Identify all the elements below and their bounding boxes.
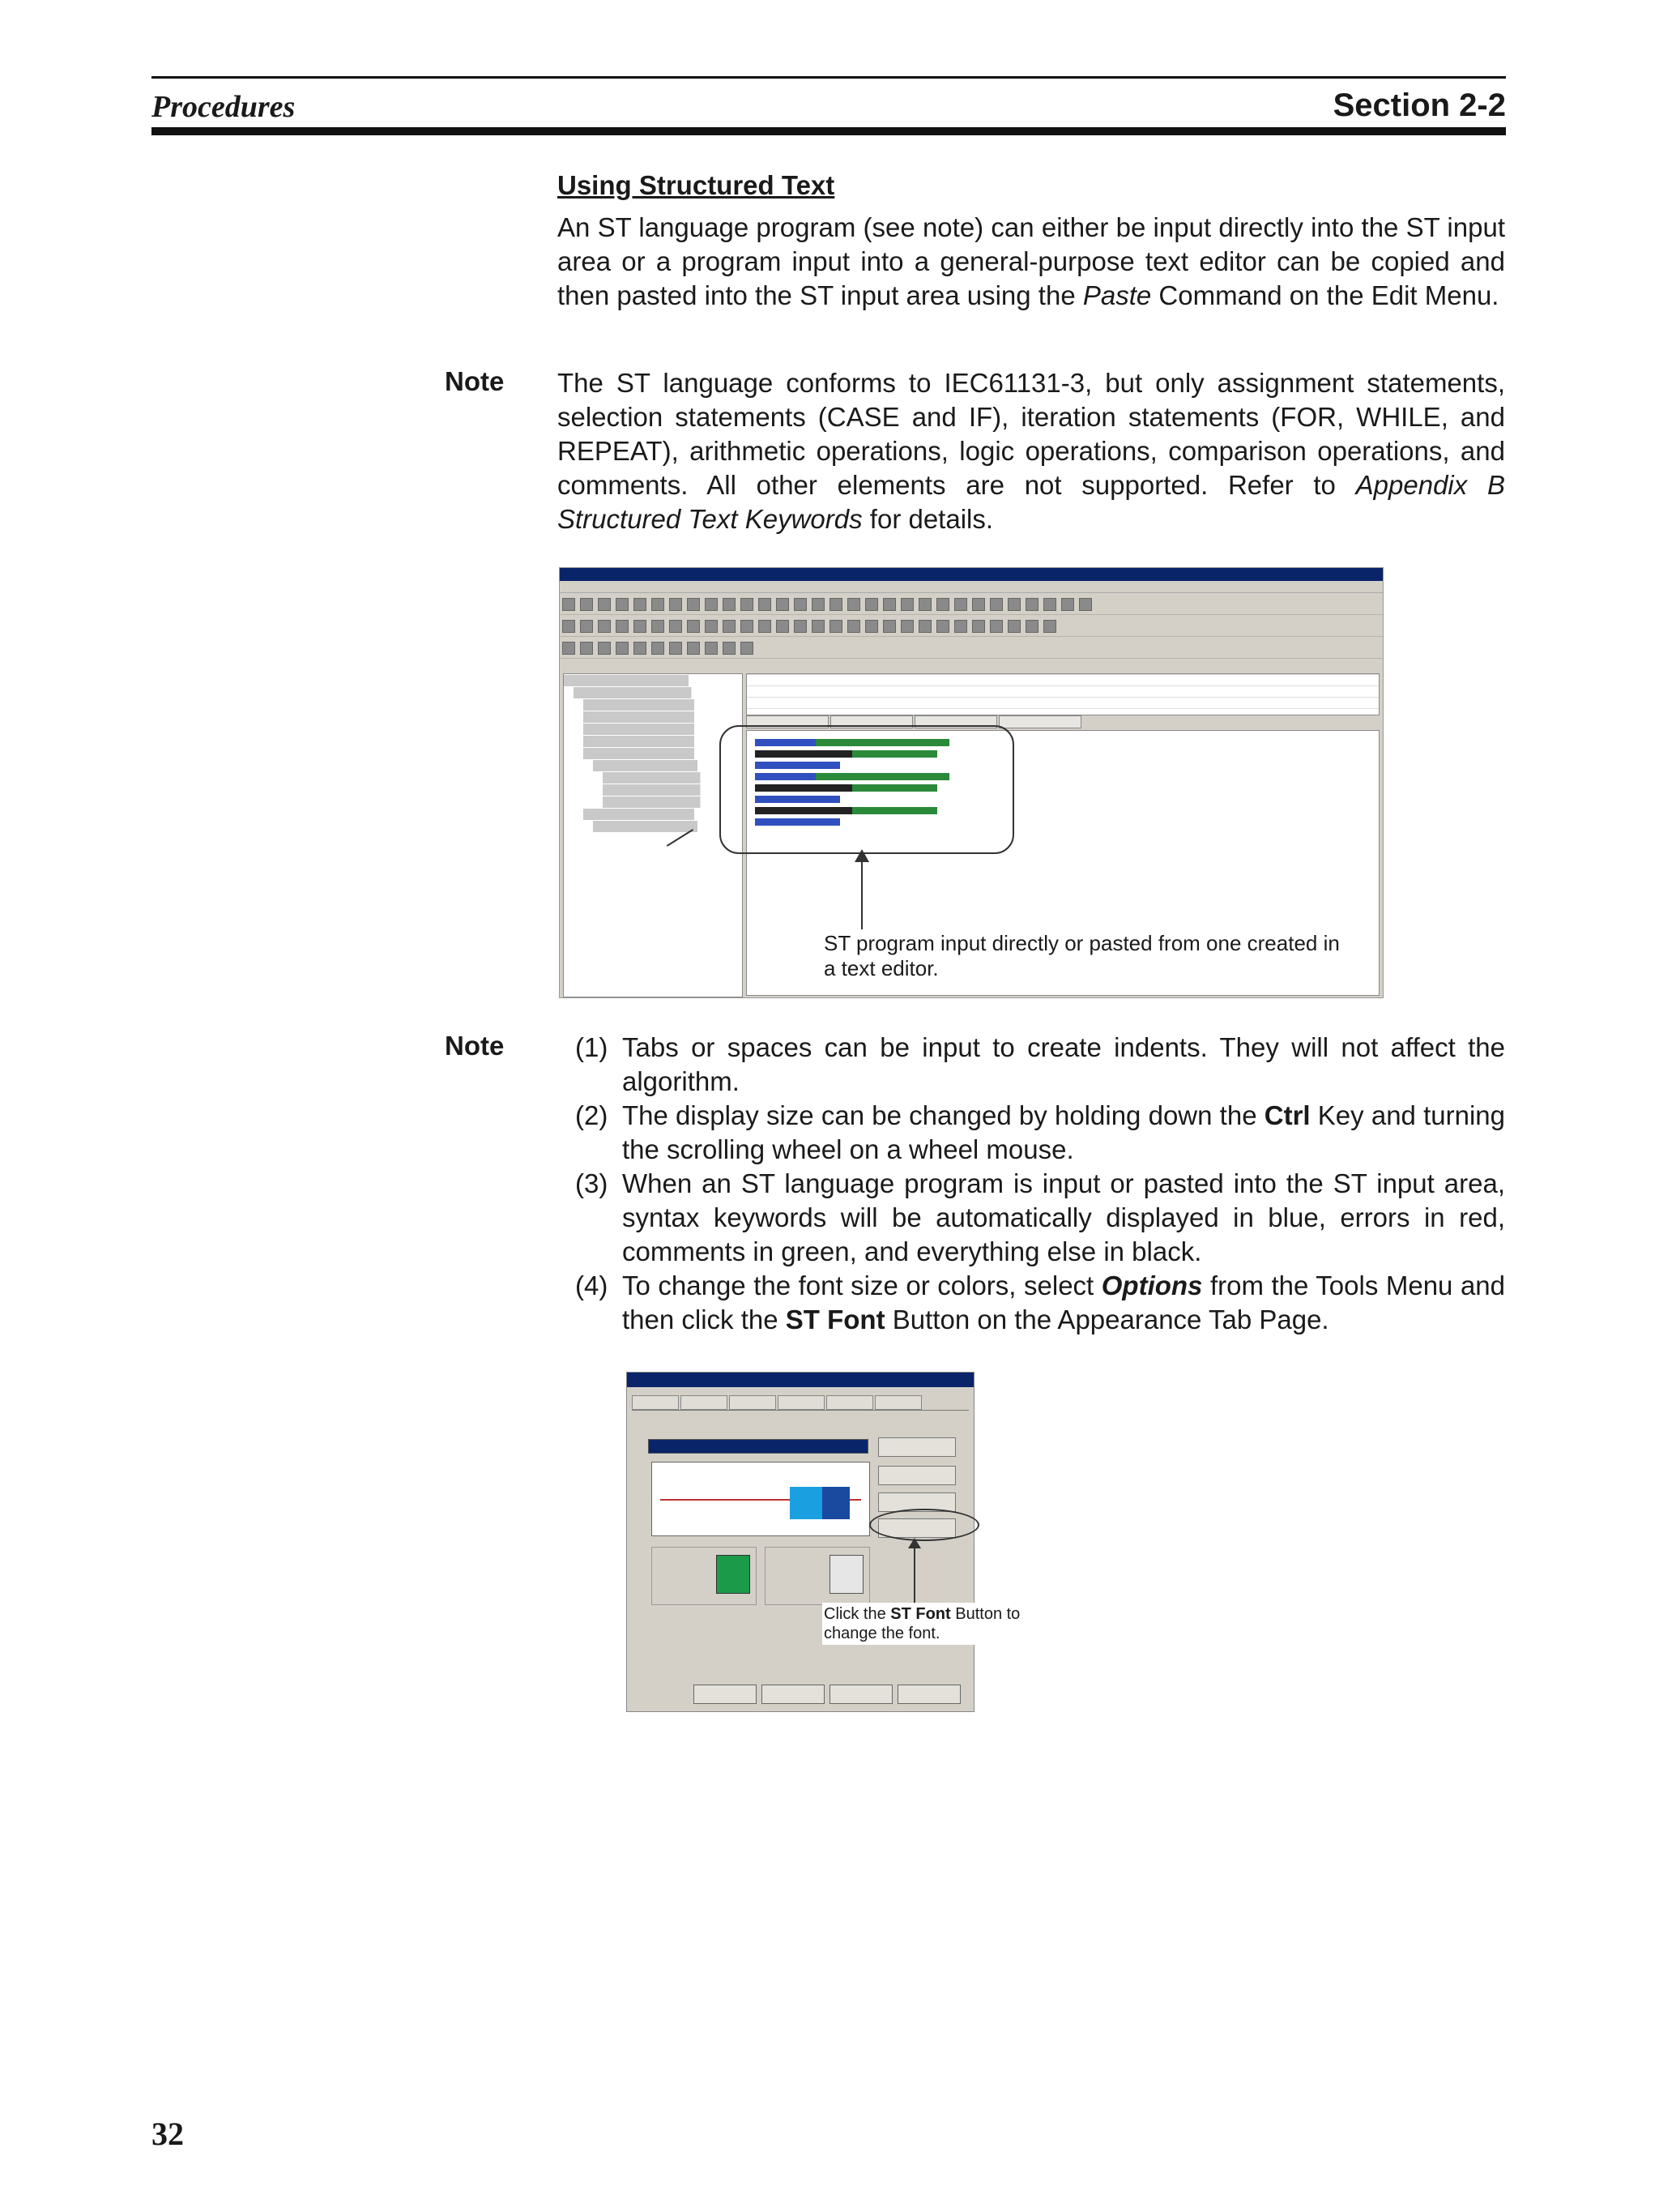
list-number: (1) [575,1032,608,1062]
page-number: 32 [151,2116,184,2152]
item2-text-1: The display size can be changed by holding down the [622,1100,1265,1130]
st-area-callout-outline [719,725,1014,854]
list-text: Tabs or spaces can be input to create indents. They will not affect the algorithm. [622,1032,1505,1096]
dialog-titlebar [627,1373,974,1387]
item4-text-2: from the Tools Menu and then click the [622,1270,1506,1334]
toolbar-row-2 [560,615,1383,637]
figure2-caption [822,1603,1036,1645]
cap2-text-2: Button to change the font. [824,1605,1021,1642]
list-number: (2) [575,1100,608,1130]
item2-text-2: Key and turning the scrolling wheel on a wheel mouse. [622,1100,1505,1164]
dialog-footer-button [761,1685,825,1704]
section-subheading: Using Structured Text [557,170,835,200]
intro-paragraph [557,211,1505,313]
figure1-caption: ST program input directly or pasted from one created in a text editor. [822,929,1344,986]
st-font-callout-outline [869,1509,979,1541]
note1-text-2: for details. [862,504,994,534]
window-menubar [560,581,1383,593]
cap2-text-1: Click the [824,1605,891,1623]
background-swatch [830,1555,864,1594]
running-header-right: Section 2-2 [1333,88,1506,123]
dialog-button [878,1466,956,1485]
item4-bold-italic: Options [1101,1270,1203,1300]
intro-emphasis: Paste [1082,280,1152,310]
intro-text-1: An ST language program (see note) can either be input directly into the ST input area or a program input into a general-purpose text editor can be copied and then pasted into the ST input area using the [557,212,1505,310]
callout2-arrow-line [914,1546,915,1604]
list-number: (4) [575,1270,608,1300]
note1-text-1: The ST language conforms to IEC61131-3, but only assignment statements, selection statements (CASE and IF), iteration statements (FOR, WHILE, and REPEAT), arithmetic operations, logic operations, comparison operations, and comments. All other elements are not supported. Refer to [557,368,1505,500]
item-select [648,1439,868,1454]
list-number: (3) [575,1168,608,1198]
header-rule-bottom [151,127,1506,135]
list-text [622,1099,1505,1167]
foreground-swatch [716,1555,750,1594]
item4-bold: ST Font [785,1305,885,1334]
toolbar-row-3 [560,637,1383,659]
project-tree [563,673,743,997]
note-list [575,1031,1507,1371]
cap2-bold: ST Font [890,1605,951,1623]
dialog-button [878,1437,956,1457]
window-titlebar [560,568,1383,581]
list-text [622,1269,1505,1337]
note-paragraph-1 [557,366,1505,536]
options-dialog-screenshot [626,1372,975,1712]
item4-text-3: Button on the Appearance Tab Page. [885,1305,1329,1334]
item2-bold: Ctrl [1264,1100,1311,1130]
dialog-tabs [632,1395,969,1411]
item4-text-1: To change the font size or colors, select [622,1270,1102,1300]
note1-emphasis: Appendix B Structured Text Keywords [557,470,1506,534]
note-label-1: Note [445,366,505,396]
variable-table [746,673,1380,715]
note-label-2: Note [445,1031,505,1061]
toolbar-row-1 [560,593,1383,615]
list-text: When an ST language program is input or pasted into the ST input area, syntax keywords will be automatically displayed in blue, errors in red, comments in green, and everything else in black. [622,1168,1505,1266]
dialog-footer-button [693,1685,757,1704]
dialog-footer-button [830,1685,893,1704]
intro-text-2: Command on the Edit Menu. [1151,280,1499,310]
header-rule-top [151,76,1506,79]
running-header-left: Procedures [151,90,296,124]
sample-preview [651,1462,870,1536]
dialog-footer-button [898,1685,961,1704]
